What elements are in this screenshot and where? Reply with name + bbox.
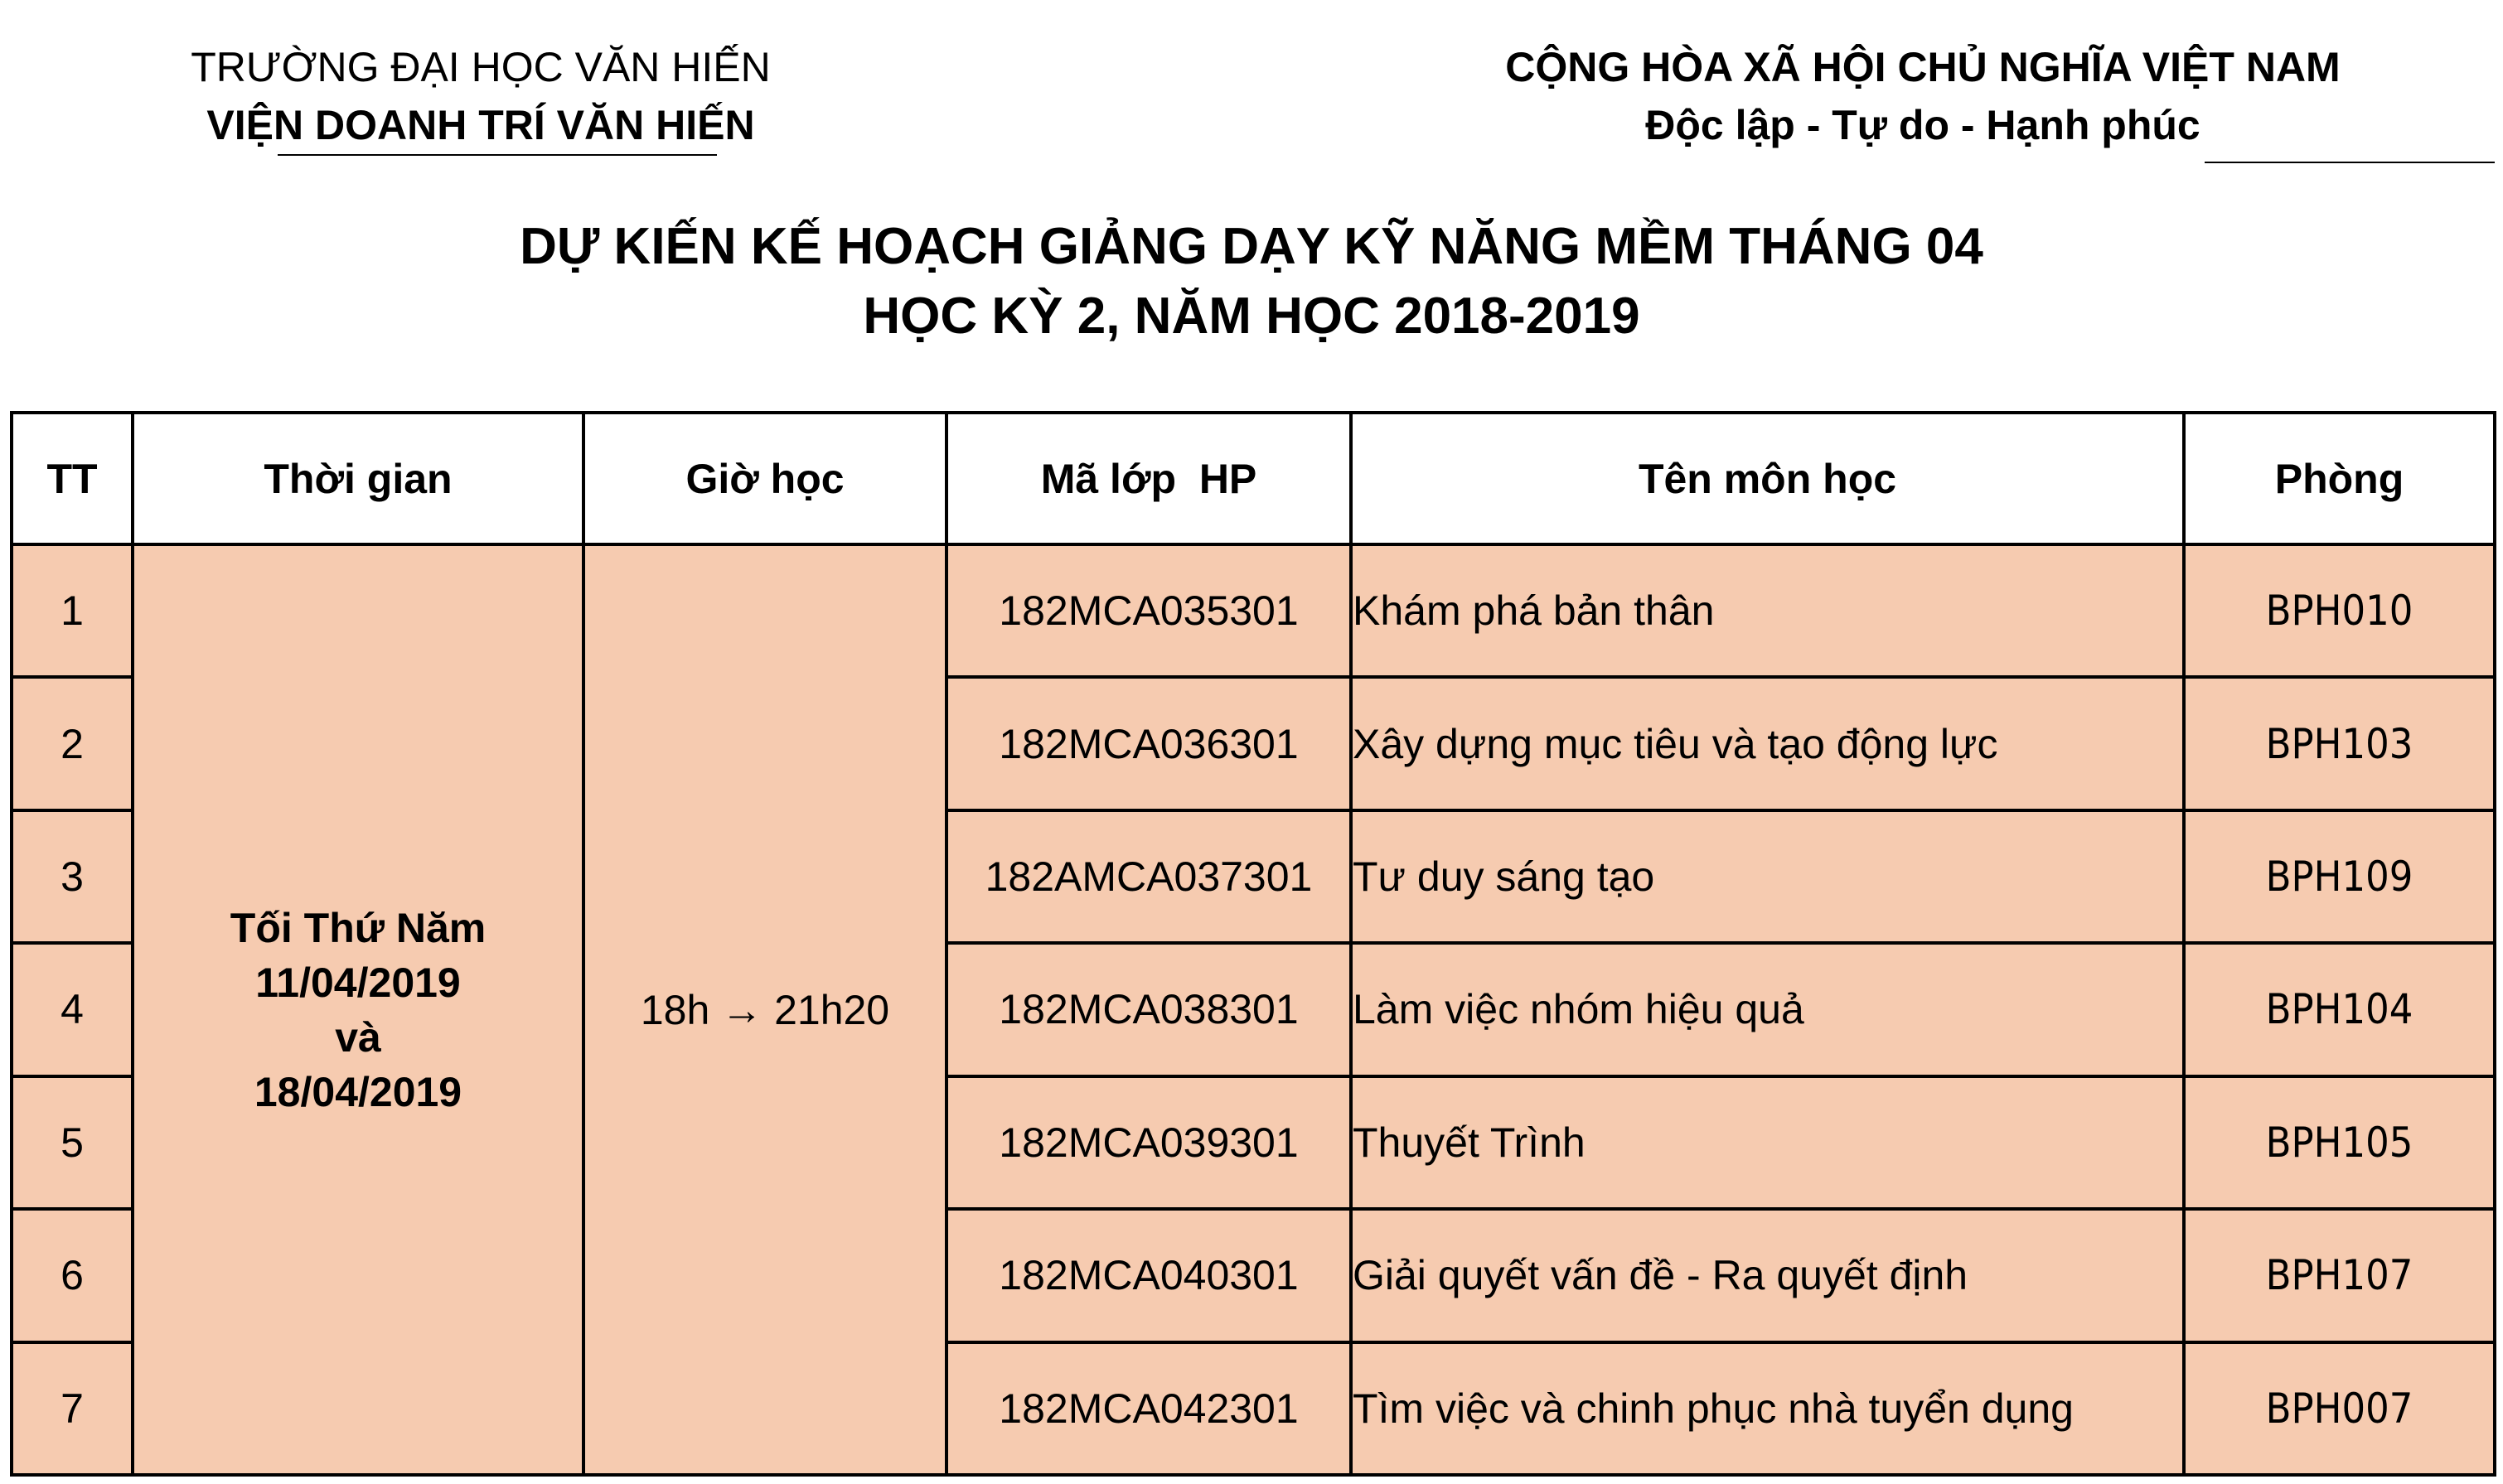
cell-hours: 18h → 21h20 <box>583 544 946 1475</box>
col-header-hours: Giờ học <box>583 413 946 544</box>
col-header-class-code: Mã lớp HP <box>946 413 1351 544</box>
cell-time <box>133 544 583 1475</box>
cell-tt: 1 <box>12 544 133 677</box>
document-title: DỰ KIẾN KẾ HOẠCH GIẢNG DẠY KỸ NĂNG MỀM THÁNG 04 <box>520 218 1983 275</box>
country-name: CỘNG HÒA XÃ HỘI CHỦ NGHĨA VIỆT NAM <box>1505 44 2341 90</box>
national-motto: Độc lập - Tự do - Hạnh phúc <box>1645 102 2200 148</box>
institute-name: VIỆN DOANH TRÍ VĂN HIẾN <box>206 102 755 148</box>
cell-tt: 2 <box>12 677 133 810</box>
cell-subject: Thuyết Trình <box>1351 1076 2184 1209</box>
cell-subject: Giải quyết vấn đề - Ra quyết định <box>1351 1209 2184 1341</box>
cell-room: BPH010 <box>2184 544 2495 677</box>
schedule-table <box>10 411 2496 1477</box>
cell-class-code: 182MCA039301 <box>946 1076 1351 1209</box>
header-right <box>1426 38 2420 154</box>
cell-room: BPH007 <box>2184 1342 2495 1475</box>
header-left <box>108 38 854 154</box>
cell-room: BPH104 <box>2184 943 2495 1076</box>
col-header-tt: TT <box>12 413 133 544</box>
cell-subject: Xây dựng mục tiêu và tạo động lực <box>1351 677 2184 810</box>
document-subtitle: HỌC KỲ 2, NĂM HỌC 2018-2019 <box>863 288 1640 345</box>
cell-class-code: 182AMCA037301 <box>946 810 1351 943</box>
time-line-and: và <box>335 1013 381 1061</box>
time-line-date-1: 11/04/2019 <box>255 959 461 1006</box>
cell-subject: Khám phá bản thân <box>1351 544 2184 677</box>
cell-class-code: 182MCA040301 <box>946 1209 1351 1341</box>
cell-subject: Tìm việc và chinh phục nhà tuyển dụng <box>1351 1342 2184 1475</box>
cell-room: BPH107 <box>2184 1209 2495 1341</box>
cell-tt: 5 <box>12 1076 133 1209</box>
cell-room: BPH103 <box>2184 677 2495 810</box>
cell-subject: Làm việc nhóm hiệu quả <box>1351 943 2184 1076</box>
header-left-underline <box>278 154 717 156</box>
cell-class-code: 182MCA038301 <box>946 943 1351 1076</box>
cell-class-code: 182MCA035301 <box>946 544 1351 677</box>
cell-class-code: 182MCA042301 <box>946 1342 1351 1475</box>
cell-subject: Tư duy sáng tạo <box>1351 810 2184 943</box>
table-row <box>12 544 2495 677</box>
cell-tt: 7 <box>12 1342 133 1475</box>
time-line-day: Tối Thứ Năm <box>230 904 487 951</box>
time-line-date-2: 18/04/2019 <box>254 1068 462 1115</box>
cell-tt: 6 <box>12 1209 133 1341</box>
cell-tt: 4 <box>12 943 133 1076</box>
col-header-room: Phòng <box>2184 413 2495 544</box>
col-header-time: Thời gian <box>133 413 583 544</box>
cell-tt: 3 <box>12 810 133 943</box>
cell-room: BPH105 <box>2184 1076 2495 1209</box>
cell-class-code: 182MCA036301 <box>946 677 1351 810</box>
col-header-subject: Tên môn học <box>1351 413 2184 544</box>
header-right-underline <box>2205 162 2495 163</box>
table-header-row <box>12 413 2495 544</box>
school-name: TRƯỜNG ĐẠI HỌC VĂN HIẾN <box>191 44 771 90</box>
cell-room: BPH109 <box>2184 810 2495 943</box>
